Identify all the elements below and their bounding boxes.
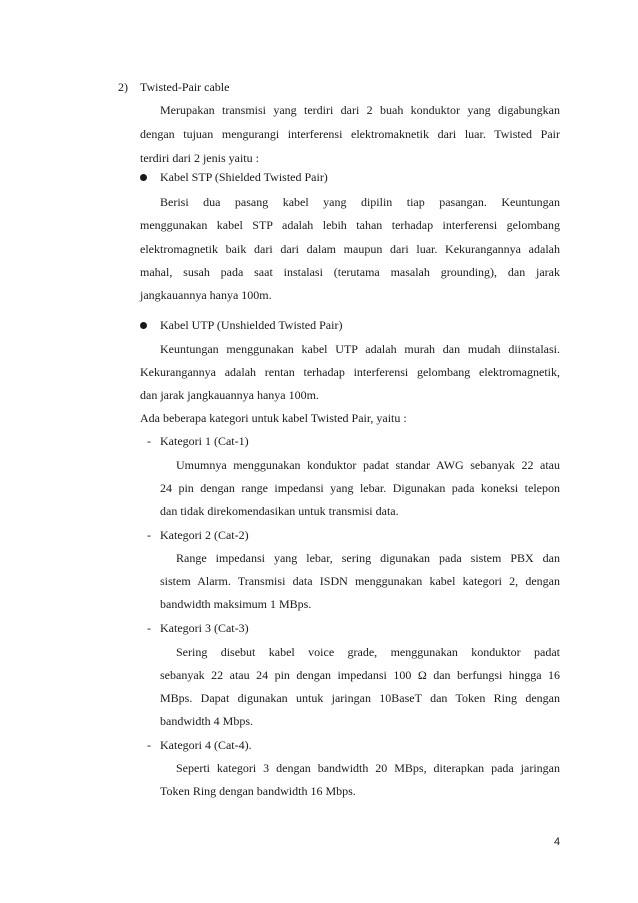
- category-dash: -: [147, 621, 151, 635]
- category-line: sebanyak 22 atau 24 pin dengan impedansi 100 Ω dan berfungsi hingga 16: [160, 668, 560, 682]
- bullet-icon: [140, 174, 147, 181]
- category-line: Range impedansi yang lebar, sering digunakan pada sistem PBX dan: [176, 551, 560, 565]
- category-title: Kategori 4 (Cat-4).: [160, 738, 252, 752]
- utp-title: Kabel UTP (Unshielded Twisted Pair): [160, 318, 343, 332]
- bullet-icon: [140, 322, 147, 329]
- category-line: sistem Alarm. Transmisi data ISDN menggunakan kabel kategori 2, dengan: [160, 574, 560, 588]
- intro-line: terdiri dari 2 jenis yaitu :: [140, 151, 259, 165]
- stp-line: menggunakan kabel STP adalah lebih tahan terhadap interferensi gelombang: [140, 218, 560, 232]
- category-title: Kategori 1 (Cat-1): [160, 434, 249, 448]
- category-line: Umumnya menggunakan konduktor padat standar AWG sebanyak 22 atau: [176, 458, 560, 472]
- utp-line: Kekurangannya adalah rentan terhadap interferensi gelombang elektromagnetik,: [140, 365, 560, 379]
- category-title: Kategori 2 (Cat-2): [160, 528, 249, 542]
- category-line: bandwidth maksimum 1 MBps.: [160, 597, 312, 611]
- category-line: Token Ring dengan bandwidth 16 Mbps.: [160, 784, 356, 798]
- stp-line: Berisi dua pasang kabel yang dipilin tiap pasangan. Keuntungan: [160, 195, 560, 209]
- stp-line: jangkauannya hanya 100m.: [140, 288, 272, 302]
- page-number: 4: [554, 836, 561, 848]
- utp-line: Keuntungan menggunakan kabel UTP adalah murah dan mudah diinstalasi.: [160, 342, 560, 356]
- category-title: Kategori 3 (Cat-3): [160, 621, 249, 635]
- section-number: 2): [118, 80, 128, 94]
- intro-line: dengan tujuan mengurangi interferensi elektromaknetik dari luar. Twisted Pair: [140, 127, 560, 141]
- stp-line: elektromagnetik baik dari dari dalam maupun dari luar. Kekurangannya adalah: [140, 242, 560, 256]
- category-line: MBps. Dapat digunakan untuk jaringan 10BaseT dan Token Ring dengan: [160, 691, 560, 705]
- utp-line: dan jarak jangkauannya hanya 100m.: [140, 388, 319, 402]
- intro-line: Merupakan transmisi yang terdiri dari 2 buah konduktor yang digabungkan: [160, 103, 560, 117]
- category-dash: -: [147, 434, 151, 448]
- stp-line: mahal, susah pada saat instalasi (terutama masalah grounding), dan jarak: [140, 265, 560, 279]
- category-line: Seperti kategori 3 dengan bandwidth 20 MBps, diterapkan pada jaringan: [176, 761, 560, 775]
- category-line: bandwidth 4 Mbps.: [160, 714, 253, 728]
- category-dash: -: [147, 528, 151, 542]
- category-dash: -: [147, 738, 151, 752]
- categories-intro: Ada beberapa kategori untuk kabel Twisted Pair, yaitu :: [140, 411, 407, 425]
- category-line: 24 pin dengan range impedansi yang lebar. Digunakan pada koneksi telepon: [160, 481, 560, 495]
- category-line: Sering disebut kabel voice grade, menggunakan konduktor padat: [176, 645, 560, 659]
- category-line: dan tidak direkomendasikan untuk transmisi data.: [160, 504, 399, 518]
- stp-title: Kabel STP (Shielded Twisted Pair): [160, 170, 328, 184]
- section-title: Twisted-Pair cable: [140, 80, 230, 94]
